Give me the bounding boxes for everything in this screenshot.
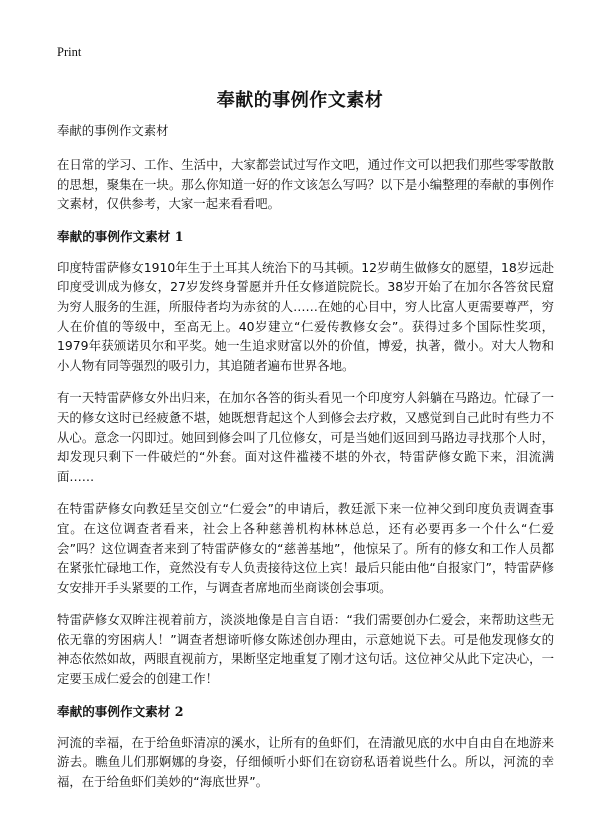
section-paragraph: 印度特雷萨修女1910年生于土耳其人统治下的马其顿。12岁萌生做修女的愿望，18岁远赴印度受训成为修女，27岁发终身誓愿并升任女修道院院长。38岁开始了在加尔各答贫民窟为穷人服务的生涯，所服侍者均为赤贫的人……在她的心目中，穷人比富人更需要尊严，穷人在价值的等级中，至高无上。40岁建立“仁爱传教修女会”。获得过多个国际性奖项，1979年获颁诺贝尔和平奖。她一生追求财富以外的价值，博爱，执著，微小。对大人物和小人物有同等强烈的吸引力，其追随者遍布世界各地。 <box>57 259 554 373</box>
print-link[interactable]: Print <box>57 45 82 59</box>
section-paragraph: 特雷萨修女双眸注视着前方，淡淡地像是自言自语：“我们需要创办仁爱会，来帮助这些无依无靠的穷困病人！”调查者想谛听修女陈述创办理由，示意她说下去。可是他发现修女的神态依然如故，两眼直视前方，果断坚定地重复了刚才这句话。这位神父从此下定决心，一定要玉成仁爱会的创建工作！ <box>57 612 554 687</box>
section-heading: 奉献的事例作文素材 2 <box>57 703 184 719</box>
section-paragraph: 在特雷萨修女向教廷呈交创立“仁爱会”的申请后，教廷派下来一位神父到印度负责调查事宜。在这位调查者看来，社会上各种慈善机构林林总总，还有必要再多一个什么“仁爱会”吗？这位调查者来到了特雷萨修女的“慈善基地”，他惊呆了。所有的修女和工作人员都在紧张忙碌地工作，竟然没有专人负责接待这位上宾！最后只能由他“自报家门”，特雷萨修女安排开手头紧要的工作，与调查者席地而坐商谈创会事项。 <box>57 501 554 595</box>
section-paragraph: 河流的幸福，在于给鱼虾清凉的溪水，让所有的鱼虾们，在清澈见底的水中自由自在地游来游去。瞧鱼儿们那婀娜的身姿，仔细倾听小虾们在窃窃私语着说些什么。所以，河流的幸福，在于给鱼虾们美妙的“海底世界”。 <box>57 734 554 789</box>
article-body <box>57 121 554 804</box>
article-subtitle: 奉献的事例作文素材 <box>57 123 169 138</box>
section-heading: 奉献的事例作文素材 1 <box>57 228 184 244</box>
section-paragraph: 有一天特雷萨修女外出归来，在加尔各答的街头看见一个印度穷人斜躺在马路边。忙碌了一天的修女这时已经疲惫不堪，她既想背起这个人到修会去疗救，又感觉到自己此时有些力不从心。意念一闪即过。她回到修会叫了几位修女，可是当她们返回到马路边寻找那个人时，却发现只剩下一件破烂的“外套。面对这件褴褛不堪的外衣，特雷萨修女跪下来，泪流满面…… <box>57 390 554 484</box>
page-title: 奉献的事例作文素材 <box>216 90 384 111</box>
intro-paragraph: 在日常的学习、工作、生活中，大家都尝试过写作文吧，通过作文可以把我们那些零零散散的思想，聚集在一块。那么你知道一好的作文该怎么写吗？以下是小编整理的奉献的事例作文素材，仅供参考，大家一起来看看吧。 <box>57 157 554 212</box>
